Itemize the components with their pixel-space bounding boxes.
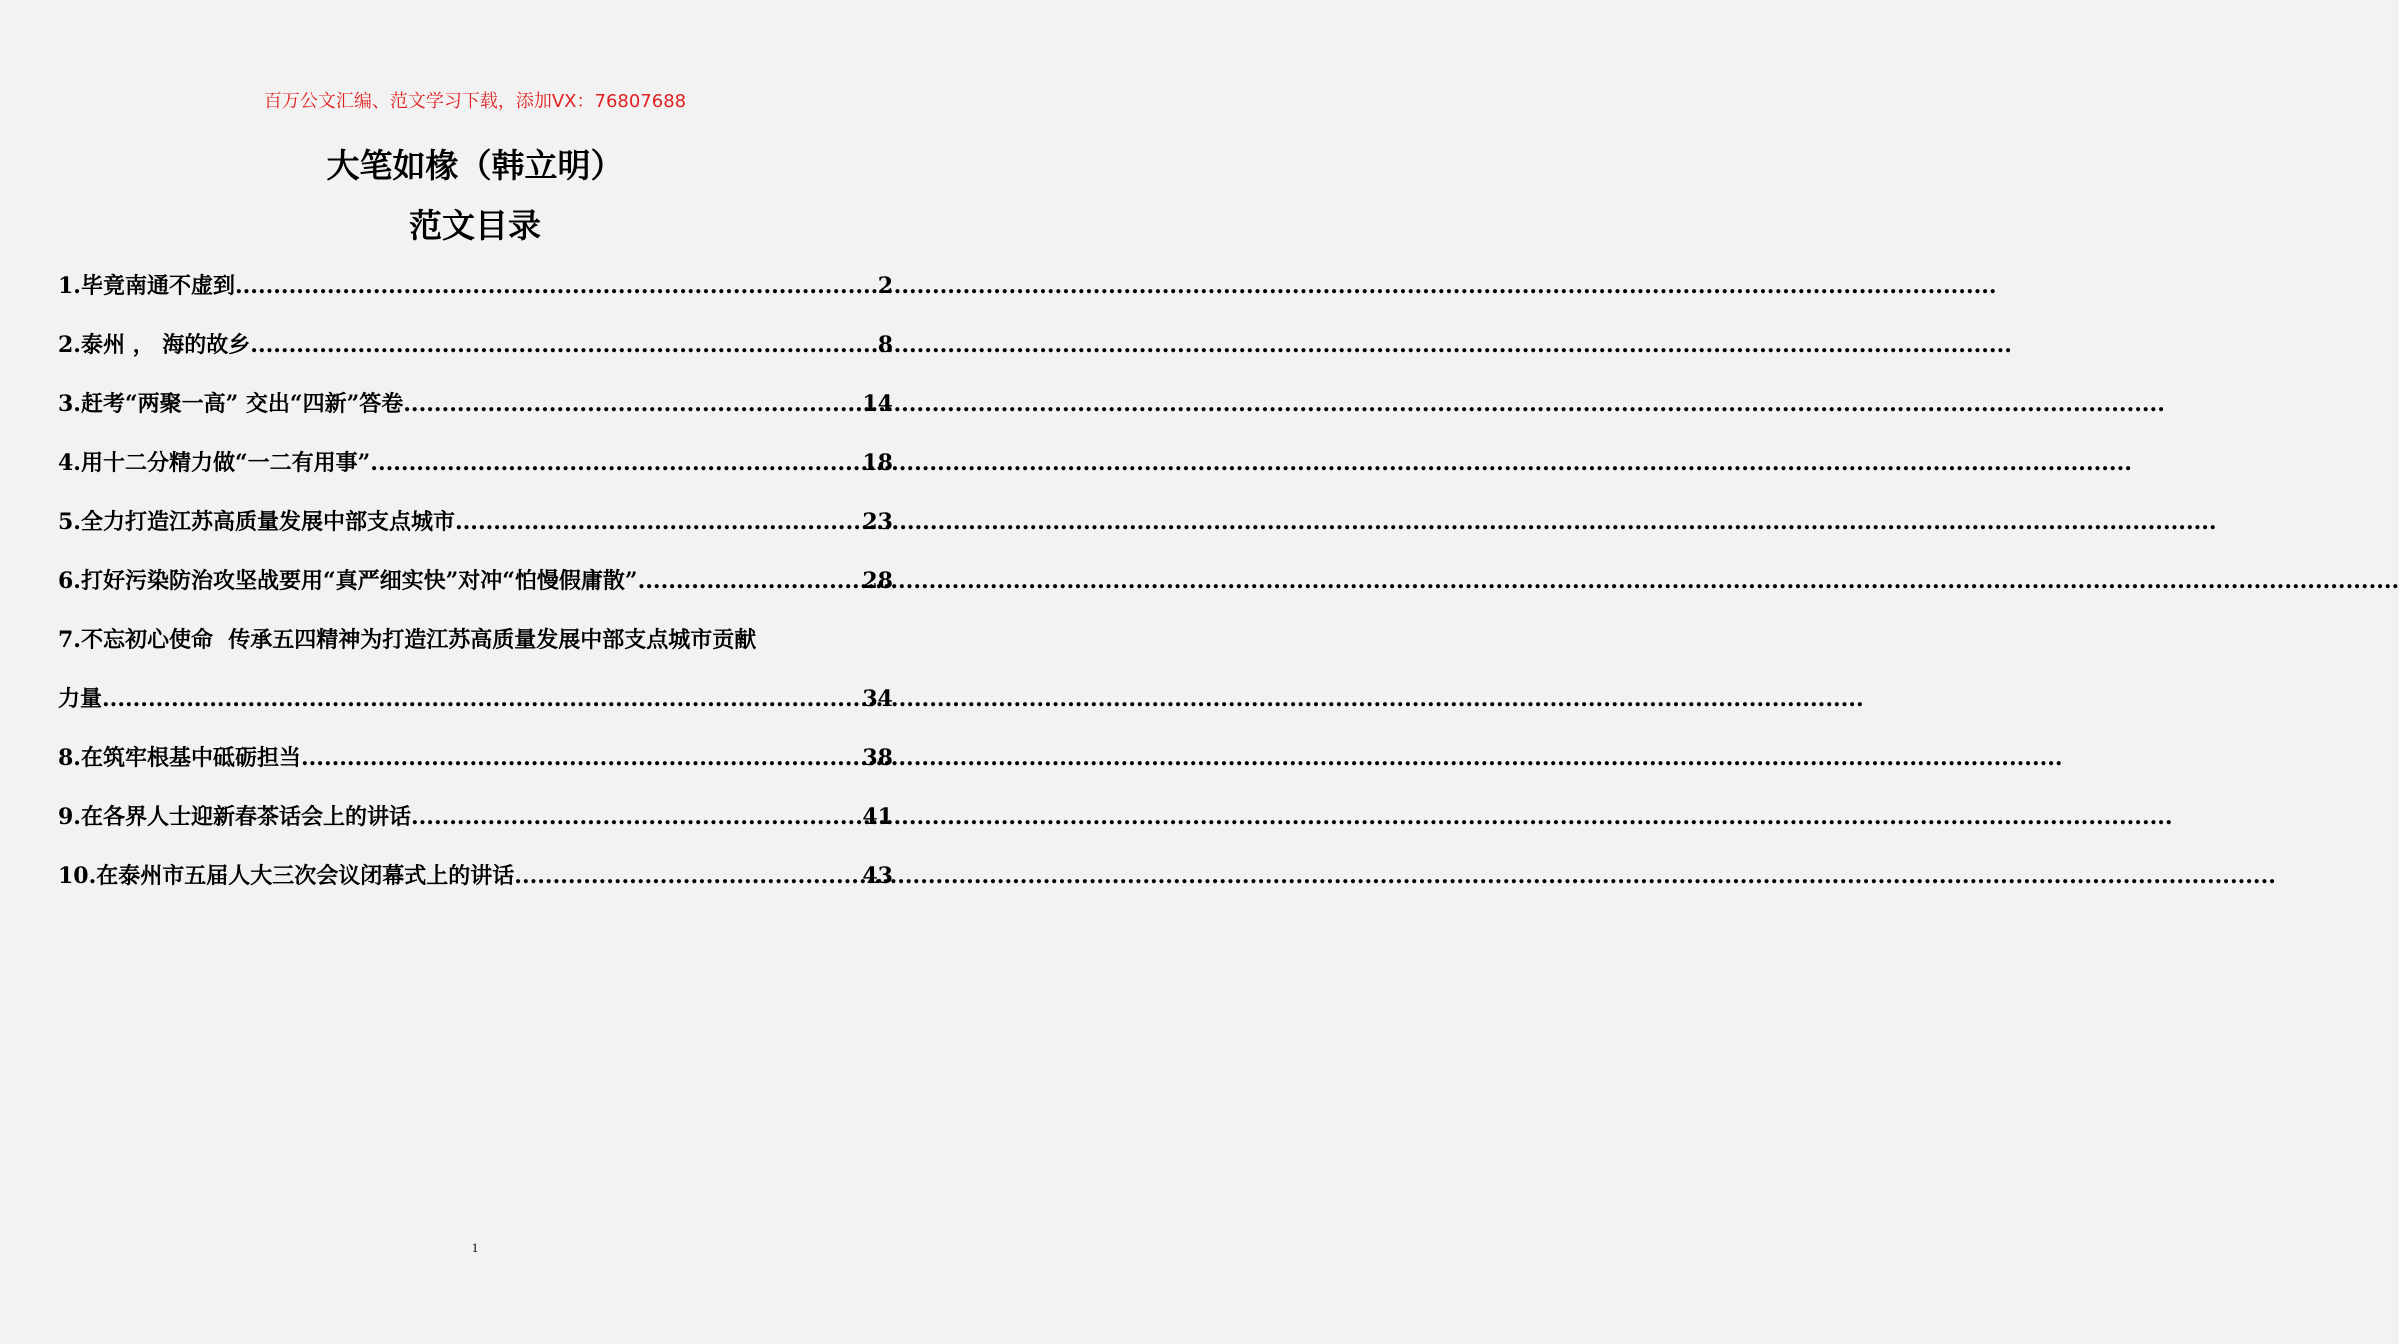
document-subtitle: 范文目录 — [409, 206, 541, 245]
toc-entry[interactable] — [58, 618, 893, 736]
toc-entry-label: 1.毕竟南通不虚到 — [58, 273, 235, 299]
toc-leader — [455, 500, 861, 544]
toc-entry-label-line2: 力量 — [58, 686, 103, 712]
toc-leader — [301, 736, 861, 780]
header-note: 百万公文汇编、范文学习下载，添加VX：76807688 — [263, 91, 687, 112]
toc-leader — [102, 677, 861, 721]
toc-entry-page: 18 — [862, 450, 893, 476]
toc-entry-page: 34 — [862, 686, 893, 712]
toc-entry-page: 41 — [862, 804, 893, 830]
toc-leader — [514, 854, 861, 898]
document-title: 大笔如椽（韩立明） — [326, 146, 624, 185]
toc-leader — [250, 323, 876, 367]
toc-leader — [638, 559, 862, 603]
toc-entry-label: 10.在泰州市五届人大三次会议闭幕式上的讲话 — [58, 863, 515, 889]
page-number: 1 — [471, 1240, 479, 1255]
toc-entry[interactable] — [58, 441, 893, 500]
toc-entry-label: 4.用十二分精力做“一二有用事” — [58, 450, 371, 476]
toc-entry-label: 3.赶考“两聚一高” 交出“四新”答卷 — [58, 391, 404, 417]
toc-entry[interactable] — [58, 795, 893, 854]
toc-leader — [403, 382, 861, 426]
toc-entry[interactable] — [58, 854, 893, 913]
toc-entry-label: 8.在筑牢根基中砥砺担当 — [58, 745, 301, 771]
toc-entry[interactable] — [58, 736, 893, 795]
toc-leader — [235, 264, 877, 308]
toc-entry[interactable] — [58, 500, 893, 559]
toc-entry-page: 2 — [877, 273, 893, 299]
toc-entry-page: 23 — [862, 509, 893, 535]
toc-entry-label-line1: 7.不忘初心使命 传承五四精神为打造江苏高质量发展中部支点城市贡献 — [58, 627, 757, 653]
toc-entry-page: 14 — [862, 391, 893, 417]
toc-leader — [411, 795, 861, 839]
toc-leader — [370, 441, 861, 485]
toc-entry-page: 28 — [862, 568, 893, 594]
toc-entry[interactable] — [58, 264, 893, 323]
toc-entry-label: 6.打好污染防治攻坚战要用“真严细实快”对冲“怕慢假庸散” — [58, 568, 638, 594]
table-of-contents — [58, 264, 893, 913]
toc-entry[interactable] — [58, 323, 893, 382]
toc-entry-page: 43 — [862, 863, 893, 889]
toc-entry-page: 38 — [862, 745, 893, 771]
toc-entry[interactable] — [58, 559, 893, 618]
toc-entry[interactable] — [58, 382, 893, 441]
toc-entry-page: 8 — [877, 332, 893, 358]
toc-entry-label: 2.泰州 ， 海的故乡 — [58, 332, 251, 358]
toc-entry-label: 9.在各界人士迎新春茶话会上的讲话 — [58, 804, 411, 830]
toc-entry-label: 5.全力打造江苏高质量发展中部支点城市 — [58, 509, 455, 535]
